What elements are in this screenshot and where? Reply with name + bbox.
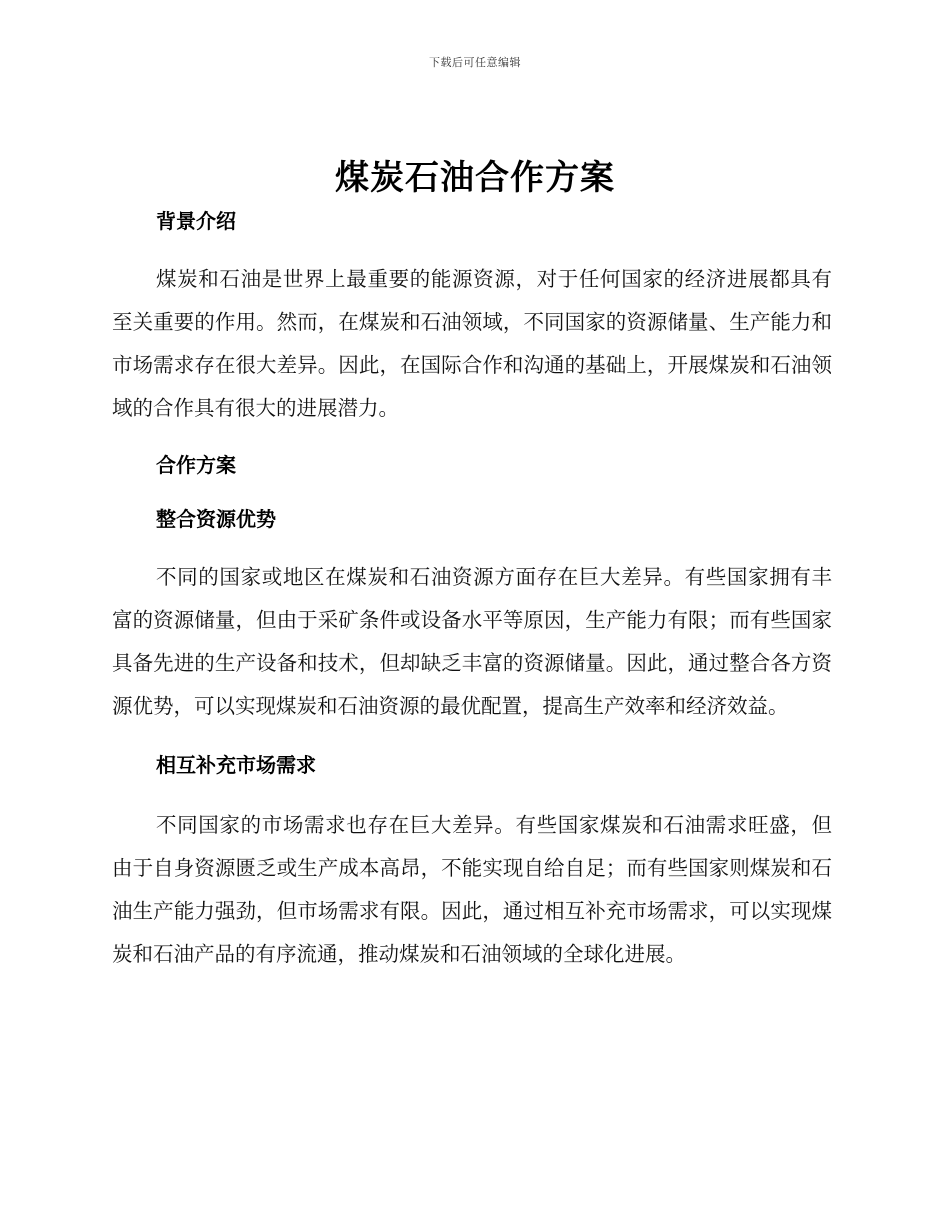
- section-heading-background: 背景介绍: [156, 209, 236, 233]
- paragraph-resource: 不同的国家或地区在煤炭和石油资源方面存在巨大差异。有些国家拥有丰富的资源储量，但由于采矿条件或设备水平等原因，生产能力有限；而有些国家具备先进的生产设备和技术，但却缺乏丰富的资源储量。因此，通过整合各方资源优势，可以实现煤炭和石油资源的最优配置，提高生产效率和经济效益。: [112, 565, 832, 718]
- header-note: 下载后可任意编辑: [429, 56, 521, 69]
- document-body: [112, 204, 832, 976]
- paragraph-background: 煤炭和石油是世界上最重要的能源资源，对于任何国家的经济进展都具有至关重要的作用。然而，在煤炭和石油领域，不同国家的资源储量、生产能力和市场需求存在很大差异。因此，在国际合作和沟通的基础上，开展煤炭和石油领域的合作具有很大的进展潜力。: [112, 267, 832, 420]
- section-heading-market: 相互补充市场需求: [156, 753, 316, 777]
- document-title: 煤炭石油合作方案: [335, 158, 615, 198]
- section-heading-plan: 合作方案: [156, 453, 236, 477]
- section-heading-resource: 整合资源优势: [156, 507, 276, 531]
- paragraph-market: 不同国家的市场需求也存在巨大差异。有些国家煤炭和石油需求旺盛，但由于自身资源匮乏或生产成本高昂，不能实现自给自足；而有些国家则煤炭和石油生产能力强劲，但市场需求有限。因此，通过相互补充市场需求，可以实现煤炭和石油产品的有序流通，推动煤炭和石油领域的全球化进展。: [112, 813, 832, 966]
